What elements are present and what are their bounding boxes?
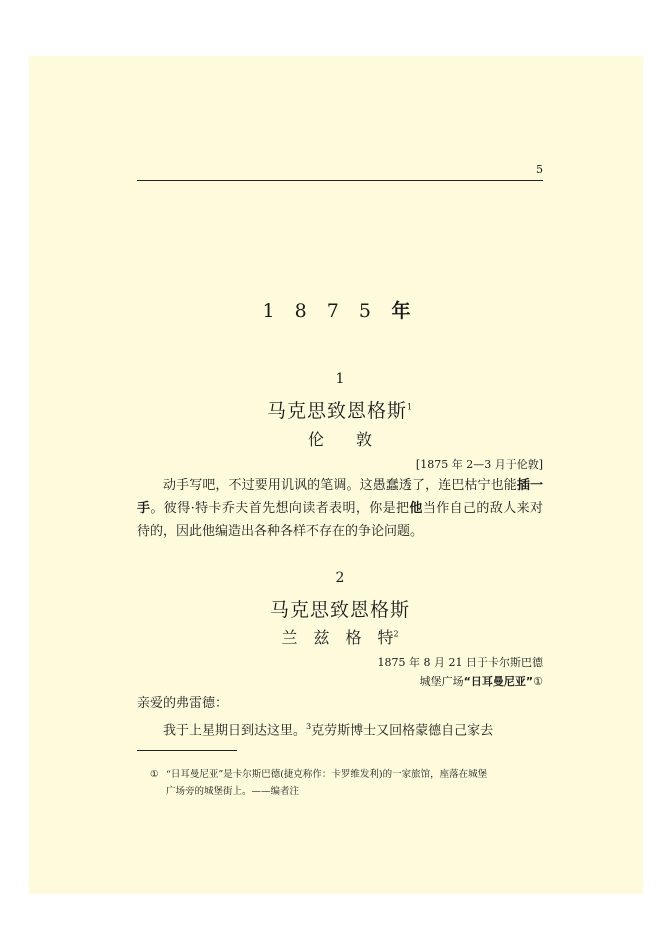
letter-2-dateline-prefix: 城堡广场 bbox=[419, 675, 464, 688]
footnote bbox=[150, 766, 530, 800]
letter-2-place bbox=[137, 625, 543, 648]
letter-2-dateline bbox=[300, 653, 543, 691]
letter-2-dateline-bold: “日耳曼尼亚” bbox=[463, 675, 534, 688]
letter-1-body bbox=[137, 474, 543, 543]
letter-2-place-note: 2 bbox=[393, 629, 399, 639]
letter-1-body-part2: 。彼得·特卡乔夫首先想向读者表明，你是把 bbox=[150, 501, 410, 516]
letter-1-body-bold1: 插一手 bbox=[137, 478, 543, 516]
letter-1-body-bold2: 他 bbox=[409, 501, 423, 516]
footnote-marker: ① bbox=[150, 769, 159, 780]
letter-2-salutation: 亲爱的弗雷德： bbox=[137, 696, 229, 711]
letter-1-title-note: 1 bbox=[406, 402, 414, 412]
footnote-rule bbox=[137, 750, 237, 751]
letter-1-body-part3: 当作自己的敌人来对待的，因此他编造出各种各样不存在的争论问题。 bbox=[137, 501, 543, 539]
letter-1-body-part1: 动手写吧，不过要用讥讽的笔调。这愚蠢透了，连巴枯宁也能 bbox=[163, 478, 517, 493]
letter-1-number: 1 bbox=[335, 371, 345, 387]
year-digits: 1 8 7 5 bbox=[262, 300, 378, 322]
letter-2-place-text: 兰 兹 格 特 bbox=[281, 628, 394, 647]
letter-1-place: 伦 敦 bbox=[307, 430, 372, 449]
footnote-line-2: 广场旁的城堡街上。——编者注 bbox=[166, 786, 300, 797]
letter-1-title bbox=[137, 396, 543, 423]
page-number: 5 bbox=[536, 163, 543, 176]
year-heading bbox=[137, 296, 543, 323]
footnote-text-1: “日耳曼尼亚”是卡尔斯巴德(捷克称作：卡罗维发利)的一家旅馆，座落在城堡 bbox=[166, 769, 488, 780]
letter-2-dateline-mark: ① bbox=[533, 675, 543, 688]
letter-2-body bbox=[137, 715, 543, 742]
letter-1-title-text: 马克思致恩格斯 bbox=[266, 400, 407, 422]
letter-2-body-post: 克劳斯博士又回格蒙德自己家去 bbox=[311, 723, 494, 739]
letter-2-dateline-line1: 1875 年 8 月 21 日于卡尔斯巴德 bbox=[377, 656, 543, 669]
letter-2-number: 2 bbox=[335, 570, 345, 586]
letter-1-dateline: [1875 年 2—3 月于伦敦] bbox=[415, 458, 543, 471]
letter-2-body-note: 3 bbox=[306, 722, 312, 731]
letter-2-body-pre: 我于上星期日到达这里。 bbox=[163, 723, 307, 739]
letter-2-dateline-line2 bbox=[300, 672, 543, 691]
footnote-line-1 bbox=[150, 766, 530, 783]
letter-2-title: 马克思致恩格斯 bbox=[269, 599, 410, 621]
year-char: 年 bbox=[391, 300, 418, 322]
header-rule bbox=[137, 180, 543, 181]
